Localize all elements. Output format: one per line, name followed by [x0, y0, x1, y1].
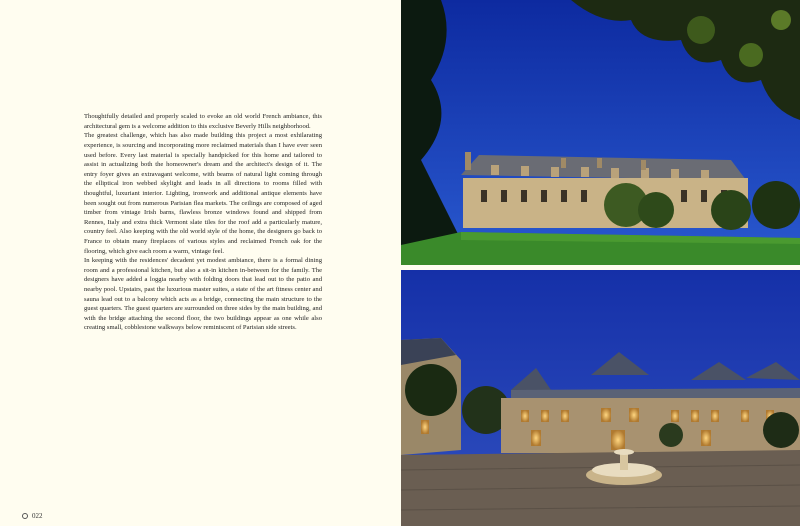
article-text-column [84, 112, 322, 333]
left-page [0, 0, 399, 526]
photo-mansion-dusk [401, 270, 800, 526]
article-paragraph-3: In keeping with the residences' decadent yet modest ambiance, there is a formal dining room and a professional kitchen, but also a sit-in kitchen in-between for the family. The designers have added a loggia nearby with folding doors that lead out to the patio and nearby pool. Upstairs, past the luxurious master suites, a state of the art fitness center and sauna lead out to a balcony which acts as a bridge, connecting the main structure to the guest quarters. The guest quarters are surrounded on three sides by the main building, and with the bridge attaching the second floor, the two buildings appear as one while also creating small, cobblestone walkways below reminiscent of Parisian side streets. [84, 257, 322, 332]
folio-ornament-icon [22, 513, 28, 519]
article-paragraph-2: The greatest challenge, which has also made building this project a most exhilarating experience, is sourcing and incorporating more reclaimed materials than I have ever seen used before. Every last material is specially handpicked for this home and tailored to assist in actualizing both the homeowner's dream and the architect's design of it. The entry foyer gives an extravagant welcome, with beams of natural light coming through the elliptical iron webbed skylight and leads in all directions to rooms filled with thoughtful, luxuriant interior. Lighting, ironwork and additional antique elements have been sought out from numerous Parisian flea markets. The ceilings are composed of aged timber from vintage Irish barns, flawless bronze windows found and shipped from Rennes, Italy and extra thick Vermont slate tiles for the roof add a particularly mature, country feel. Also keeping with the old world style of the home, the designers go back to France to obtain many fireplaces of various styles and reclaimed French oak for the flooring, which give each room a warm, vintage feel. [84, 132, 322, 255]
mansion-dusk-illustration [401, 270, 800, 526]
folio [22, 512, 43, 520]
page-number: 022 [32, 512, 43, 520]
mansion-day-illustration [401, 0, 800, 265]
photo-mansion-day [401, 0, 800, 265]
article-paragraph-1: Thoughtfully detailed and properly scaled to evoke an old world French ambiance, this architectural gem is a welcome addition to this exclusive Beverly Hills neighborhood. [84, 113, 322, 130]
